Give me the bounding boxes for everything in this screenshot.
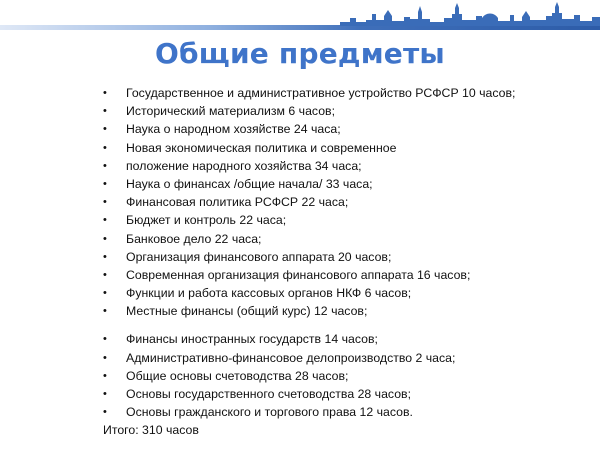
list-item: • Наука о финансах /общие начала/ 33 часа; <box>0 175 600 193</box>
list-item: • Административно-финансовое делопроизводство 2 часа; <box>0 349 600 367</box>
bullet-icon: • <box>103 287 107 300</box>
list-item: • Современная организация финансового аппарата 16 часов; <box>0 266 600 284</box>
bullet-icon: • <box>103 351 107 364</box>
list-item: • Финансы иностранных государств 14 часов; <box>0 330 600 348</box>
total-hours: Итого: 310 часов <box>103 423 199 437</box>
bullet-icon: • <box>103 388 107 400</box>
list-item: • Организация финансового аппарата 20 часов; <box>0 248 600 266</box>
bullet-icon: • <box>103 232 107 245</box>
bullet-icon: • <box>103 159 107 172</box>
list-spacer <box>0 320 600 330</box>
list-item: • Исторический материализм 6 часов; <box>0 102 600 120</box>
subjects-list <box>0 84 600 421</box>
bullet-icon: • <box>103 406 107 419</box>
bullet-icon: • <box>103 214 107 227</box>
bullet-icon: • <box>103 196 107 209</box>
page-title: Общие предметы <box>155 37 445 70</box>
bullet-icon: • <box>103 87 107 99</box>
bullet-icon: • <box>103 268 107 281</box>
header-skyline-banner <box>0 0 600 34</box>
bullet-icon: • <box>103 369 107 382</box>
bullet-icon: • <box>103 141 107 154</box>
list-item: • положение народного хозяйства 34 часа; <box>0 157 600 175</box>
list-item: • Наука о народном хозяйстве 24 часа; <box>0 120 600 138</box>
list-item: • Основы гражданского и торгового права 12 часов. <box>0 403 600 421</box>
list-item: • Финансовая политика РСФСР 22 часа; <box>0 193 600 211</box>
bullet-icon: • <box>103 123 107 136</box>
list-item: • Функции и работа кассовых органов НКФ 6 часов; <box>0 284 600 302</box>
bullet-icon: • <box>103 333 107 346</box>
list-item: • Основы государственного счетоводства 28 часов; <box>0 385 600 403</box>
bullet-icon: • <box>103 105 107 118</box>
list-item: • Банковое дело 22 часа; <box>0 230 600 248</box>
list-item: • Новая экономическая политика и современное <box>0 139 600 157</box>
list-item: • Местные финансы (общий курс) 12 часов; <box>0 302 600 320</box>
bullet-icon: • <box>103 305 107 318</box>
list-item: • Государственное и административное устройство РСФСР 10 часов; <box>0 84 600 102</box>
bullet-icon: • <box>103 250 107 263</box>
list-item: • Бюджет и контроль 22 часа; <box>0 211 600 229</box>
list-item: • Общие основы счетоводства 28 часов; <box>0 367 600 385</box>
city-skyline-icon <box>0 0 600 34</box>
bullet-icon: • <box>103 177 107 190</box>
